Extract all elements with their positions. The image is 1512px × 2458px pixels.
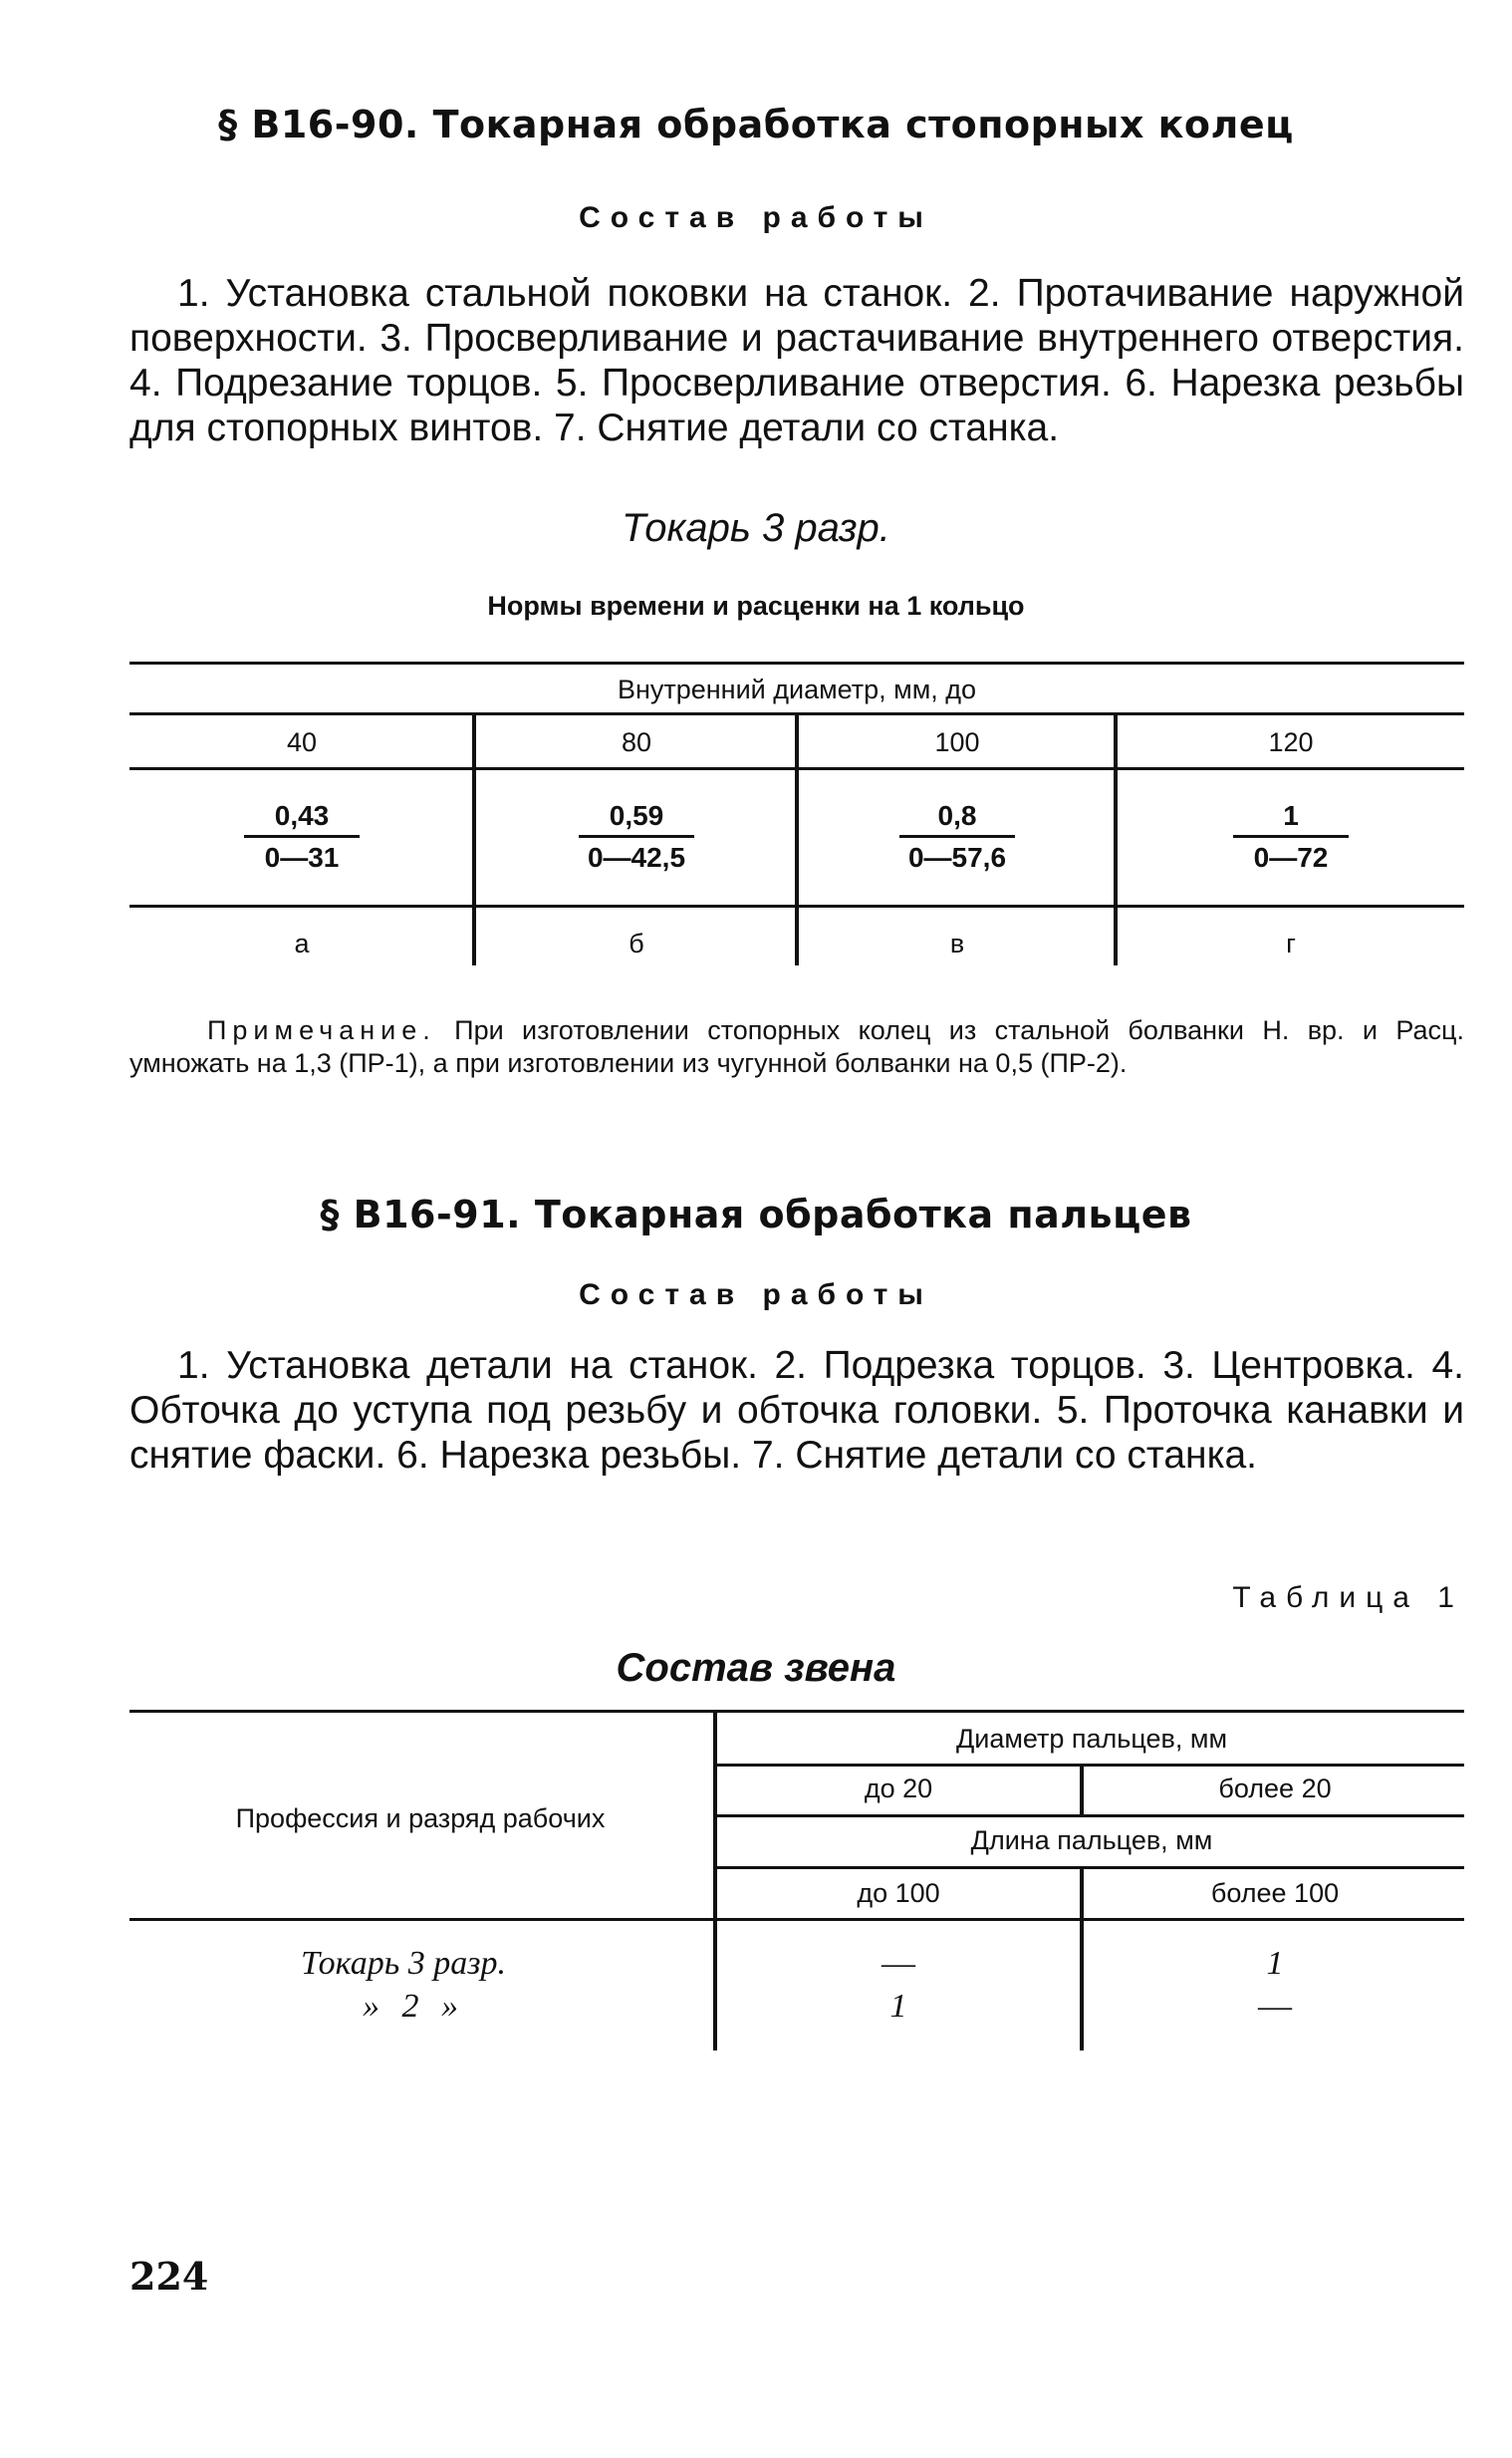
- length-col: до 100: [857, 1878, 940, 1908]
- worker-category: Токарь 3 разр.: [622, 506, 890, 550]
- group-header: Внутренний диаметр, мм, до: [617, 675, 977, 704]
- length-col: более 100: [1210, 1878, 1340, 1908]
- table-rule: [717, 1764, 1464, 1767]
- rate: 0—31: [264, 842, 340, 873]
- value-cell: —: [882, 1945, 915, 1982]
- table-rule: [717, 1814, 1464, 1817]
- time-norm: 1: [1283, 800, 1299, 831]
- norms-table-caption: Нормы времени и расценки на 1 кольцо: [487, 591, 1025, 621]
- table-label: Таблица 1: [1232, 1581, 1464, 1614]
- page-number: 224: [129, 2254, 209, 2299]
- column-divider: [795, 714, 799, 965]
- column-divider: [713, 1712, 717, 2050]
- column-header: 40: [286, 727, 318, 757]
- table-rule: [129, 1710, 1464, 1713]
- team-table-title: Состав звена: [616, 1646, 896, 1690]
- column-header: 80: [621, 727, 652, 757]
- diameter-header: Диаметр пальцев, мм: [955, 1724, 1228, 1754]
- profession-cell: Токарь 3 разр.: [301, 1945, 506, 1982]
- note: [129, 1014, 1464, 1080]
- composition-heading: Состав работы: [579, 201, 933, 234]
- time-norm: 0,43: [274, 800, 330, 831]
- row-header: Профессия и разряд рабочих: [235, 1803, 606, 1833]
- time-norm: 0,8: [937, 800, 977, 831]
- composition-text: 1. Установка детали на станок. 2. Подрезка торцов. 3. Центровка. 4. Обточка до уступа под резьбу и обточка головки. 5. Проточка канавки и снятие фаски. 6. Нарезка резьбы. 7. Снятие детали со станка.: [129, 1344, 1464, 1477]
- time-norm: 0,59: [609, 800, 664, 831]
- column-divider: [472, 714, 476, 965]
- column-letter: а: [294, 929, 310, 958]
- column-divider: [1080, 1868, 1084, 2050]
- norm-fraction: [1221, 797, 1361, 878]
- table-rule: [129, 662, 1464, 665]
- length-header: Длина пальцев, мм: [970, 1825, 1213, 1855]
- norm-fraction: [887, 797, 1027, 878]
- note-label: Примечание.: [207, 1015, 436, 1045]
- norm-fraction: [567, 797, 706, 878]
- column-letter: в: [949, 929, 965, 958]
- rate: 0—42,5: [587, 842, 686, 873]
- composition-heading: Состав работы: [579, 1278, 933, 1311]
- rate: 0—57,6: [907, 842, 1007, 873]
- column-divider: [1080, 1767, 1084, 1816]
- diameter-col: более 20: [1218, 1774, 1332, 1803]
- value-cell: 1: [1266, 1945, 1284, 1982]
- section-title-b16-91: § В16-91. Токарная обработка пальцев: [320, 1193, 1192, 1236]
- value-cell: —: [1258, 1988, 1292, 2025]
- section-title-b16-90: § В16-90. Токарная обработка стопорных колец: [218, 103, 1294, 146]
- norm-fraction: [232, 797, 372, 878]
- composition-text: 1. Установка стальной поковки на станок. 2. Протачивание наружной поверхности. 3. Просверливание и растачивание внутреннего отверстия. 4. Подрезание торцов. 5. Просверливание отверстия. 6. Нарезка резьбы для стопорных винтов. 7. Снятие детали со станка.: [129, 272, 1464, 449]
- diameter-col: до 20: [864, 1774, 933, 1803]
- column-letter: г: [1286, 929, 1296, 958]
- table-rule: [129, 1918, 1464, 1921]
- table-rule: [717, 1866, 1464, 1869]
- column-header: 120: [1268, 727, 1314, 757]
- column-divider: [1114, 714, 1118, 965]
- profession-cell: » 2 »: [363, 1988, 458, 2025]
- column-header: 100: [934, 727, 980, 757]
- column-letter: б: [629, 929, 644, 958]
- value-cell: 1: [889, 1988, 907, 2025]
- rate: 0—72: [1253, 842, 1329, 873]
- note-text: При изготовлении стопорных колец из стальной болванки Н. вр. и Расц. умножать на 1,3 (ПР-1), а при изготовлении из чугунной болванки на 0,5 (ПР-2).: [129, 1015, 1464, 1078]
